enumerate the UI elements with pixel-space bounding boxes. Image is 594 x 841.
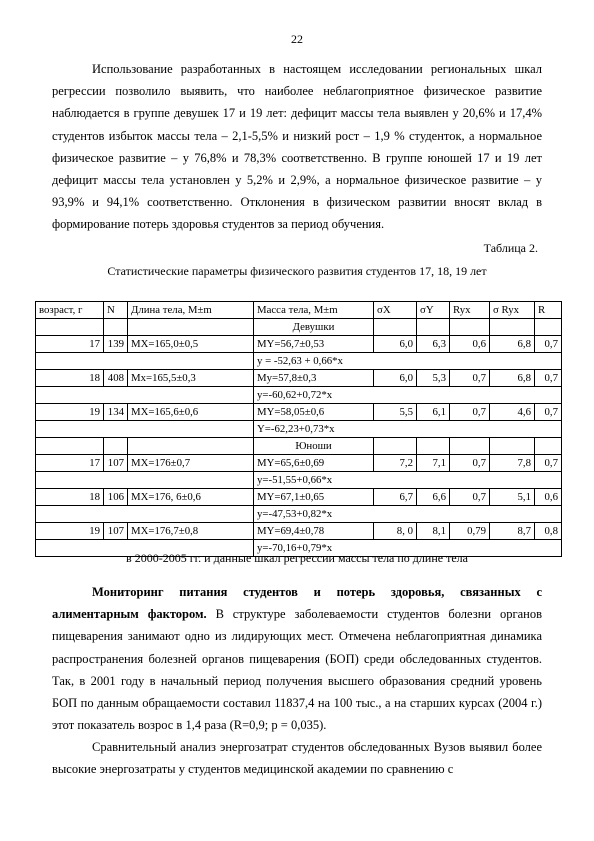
- header-mass: Масса тела, M±m: [254, 302, 374, 319]
- cell-sigma-y: 6,6: [417, 489, 450, 506]
- header-n: N: [104, 302, 128, 319]
- cell-age: 19: [36, 404, 104, 421]
- paragraph-regression-results: Использование разработанных в настоящем исследовании региональных шкал регрессии позволило выявить, что наиболее неблагоприятное физическое развитие наблюдается в группе девушек 17 и 19 лет: дефицит массы тела выявлен у 20,6% и 17,4% студентов избыток массы тела – 2,1-5,5% и низкий рост – 1,9 % студенток, а нормальное физическое развитие – у 76,8% и 78,3% соответственно. В группе юношей 17 и 19 лет дефицит массы тела установлен у 5,2% и 2,9%, а нормальное физическое развитие – у 93,9% и 94,1% соответственно. Отклонения в физическом развитии вносят вклад в формирование потерь здоровья студентов за период обучения.: [52, 62, 542, 232]
- cell-sigma-x: 6,7: [374, 489, 417, 506]
- regression-equation-row: [36, 421, 562, 438]
- group-label: Девушки: [254, 319, 374, 336]
- empty-cell: [36, 472, 254, 489]
- table-row: [36, 489, 562, 506]
- table-row: [36, 523, 562, 540]
- cell-mass: MY=67,1±0,65: [254, 489, 374, 506]
- cell-ryx: 0,79: [450, 523, 490, 540]
- regression-equation: y = -52,63 + 0,66*x: [254, 353, 562, 370]
- cell-ryx: 0,7: [450, 404, 490, 421]
- regression-equation-row: [36, 472, 562, 489]
- cell-sigma-x: 8, 0: [374, 523, 417, 540]
- empty-cell: [535, 319, 562, 336]
- group-label: Юноши: [254, 438, 374, 455]
- header-sigma-ryx: σ Ryx: [490, 302, 535, 319]
- cell-sigma-x: 7,2: [374, 455, 417, 472]
- cell-age: 17: [36, 455, 104, 472]
- cell-age: 17: [36, 336, 104, 353]
- header-r: R: [535, 302, 562, 319]
- empty-cell: [374, 319, 417, 336]
- section-heading: Мониторинг питания студентов и потерь здоровья, связанных с алиментарным фактором.: [52, 585, 542, 622]
- header-sigma-x: σX: [374, 302, 417, 319]
- cell-sigma-ryx: 6,8: [490, 336, 535, 353]
- cell-r: 0,7: [535, 370, 562, 387]
- empty-cell: [104, 438, 128, 455]
- cell-length: MX=165,0±0,5: [128, 336, 254, 353]
- table-footer: в 2000-2005 гг. и данные шкал регрессии массы тела по длине тела: [126, 551, 468, 565]
- table-row: [36, 370, 562, 387]
- cell-r: 0,7: [535, 404, 562, 421]
- cell-n: 107: [104, 523, 128, 540]
- table-label: Таблица 2.: [483, 241, 538, 255]
- empty-cell: [417, 319, 450, 336]
- table-row: [36, 336, 562, 353]
- cell-n: 408: [104, 370, 128, 387]
- header-length: Длина тела, M±m: [128, 302, 254, 319]
- cell-age: 18: [36, 489, 104, 506]
- empty-cell: [490, 319, 535, 336]
- page-number: 22: [291, 32, 303, 46]
- group-row: [36, 438, 562, 455]
- header-age: возраст, г: [36, 302, 104, 319]
- empty-cell: [36, 506, 254, 523]
- table-caption: Статистические параметры физического развития студентов 17, 18, 19 лет: [107, 264, 487, 278]
- cell-ryx: 0,7: [450, 489, 490, 506]
- regression-equation-row: [36, 506, 562, 523]
- paragraph-energy-analysis: Сравнительный анализ энергозатрат студентов обследованных Вузов выявил более высокие энергозатраты у студентов медицинской академии по сравнению с: [52, 740, 542, 777]
- regression-equation-row: [36, 353, 562, 370]
- cell-sigma-y: 6,1: [417, 404, 450, 421]
- cell-sigma-y: 7,1: [417, 455, 450, 472]
- cell-sigma-x: 5,5: [374, 404, 417, 421]
- cell-sigma-y: 6,3: [417, 336, 450, 353]
- cell-sigma-ryx: 5,1: [490, 489, 535, 506]
- cell-mass: MY=69,4±0,78: [254, 523, 374, 540]
- empty-cell: [417, 438, 450, 455]
- table-row: [36, 404, 562, 421]
- cell-sigma-y: 8,1: [417, 523, 450, 540]
- empty-cell: [535, 438, 562, 455]
- cell-length: MX=176, 6±0,6: [128, 489, 254, 506]
- cell-age: 18: [36, 370, 104, 387]
- cell-sigma-ryx: 8,7: [490, 523, 535, 540]
- empty-cell: [128, 438, 254, 455]
- cell-length: MX=165,6±0,6: [128, 404, 254, 421]
- regression-equation: y=-47,53+0,82*x: [254, 506, 562, 523]
- cell-n: 107: [104, 455, 128, 472]
- regression-equation: y=-60,62+0,72*x: [254, 387, 562, 404]
- empty-cell: [104, 319, 128, 336]
- empty-cell: [450, 438, 490, 455]
- cell-r: 0,6: [535, 489, 562, 506]
- cell-mass: MY=58,05±0,6: [254, 404, 374, 421]
- cell-sigma-ryx: 7,8: [490, 455, 535, 472]
- cell-sigma-ryx: 6,8: [490, 370, 535, 387]
- cell-length: MX=176±0,7: [128, 455, 254, 472]
- cell-sigma-y: 5,3: [417, 370, 450, 387]
- empty-cell: [374, 438, 417, 455]
- cell-sigma-x: 6,0: [374, 336, 417, 353]
- cell-r: 0,8: [535, 523, 562, 540]
- regression-equation: Y=-62,23+0,73*x: [254, 421, 562, 438]
- cell-n: 134: [104, 404, 128, 421]
- cell-sigma-ryx: 4,6: [490, 404, 535, 421]
- regression-equation: y=-70,16+0,79*x: [254, 540, 562, 557]
- table-header-row: [36, 302, 562, 319]
- cell-ryx: 0,6: [450, 336, 490, 353]
- cell-age: 19: [36, 523, 104, 540]
- cell-mass: MY=65,6±0,69: [254, 455, 374, 472]
- cell-n: 106: [104, 489, 128, 506]
- cell-r: 0,7: [535, 336, 562, 353]
- empty-cell: [36, 421, 254, 438]
- cell-ryx: 0,7: [450, 455, 490, 472]
- empty-cell: [490, 438, 535, 455]
- cell-length: Mx=165,5±0,3: [128, 370, 254, 387]
- empty-cell: [450, 319, 490, 336]
- empty-cell: [36, 353, 254, 370]
- regression-equation-row: [36, 387, 562, 404]
- cell-n: 139: [104, 336, 128, 353]
- physical-development-table: [35, 301, 562, 557]
- paragraph-body: В структуре заболеваемости студентов болезни органов пищеварения занимают одно из лидирующих мест. Отмечена неблагоприятная динамика распространения болезней органов пищеварения (БОП) среди обследованных студентов. Так, в 2001 году в начальный период получения высшего образования средний уровень БОП по данным обращаемости составил 11837,4 на 100 тыс., а на старших курсах (2004 г.) этот показатель возрос в 1,4 раза (R=0,9; p = 0,035).: [52, 607, 542, 733]
- cell-ryx: 0,7: [450, 370, 490, 387]
- table-row: [36, 455, 562, 472]
- regression-equation: y=-51,55+0,66*x: [254, 472, 562, 489]
- empty-cell: [36, 438, 104, 455]
- empty-cell: [36, 387, 254, 404]
- cell-mass: My=57,8±0,3: [254, 370, 374, 387]
- cell-mass: MY=56,7±0,53: [254, 336, 374, 353]
- header-sigma-y: σY: [417, 302, 450, 319]
- paragraph-nutrition-monitoring: [52, 581, 542, 736]
- header-ryx: Ryx: [450, 302, 490, 319]
- empty-cell: [36, 319, 104, 336]
- cell-r: 0,7: [535, 455, 562, 472]
- group-row: [36, 319, 562, 336]
- cell-length: MX=176,7±0,8: [128, 523, 254, 540]
- cell-sigma-x: 6,0: [374, 370, 417, 387]
- empty-cell: [128, 319, 254, 336]
